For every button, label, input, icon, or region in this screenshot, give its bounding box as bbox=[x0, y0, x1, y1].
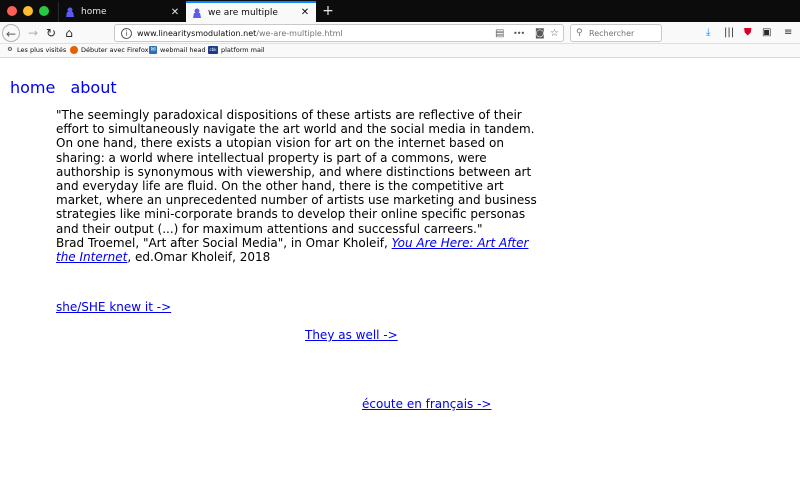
pocket-icon[interactable]: ◙ bbox=[535, 28, 545, 39]
book-title-link[interactable]: You Are Here: Art After the Internet bbox=[56, 235, 529, 265]
url-text[interactable] bbox=[137, 29, 343, 38]
extension-shield-icon[interactable]: ⛊ bbox=[744, 27, 752, 38]
search-icon: ⚲ bbox=[576, 28, 583, 38]
bookmark-most-visited[interactable] bbox=[6, 46, 66, 54]
tab-home[interactable] bbox=[58, 2, 186, 22]
nav-about-link[interactable]: about bbox=[70, 78, 117, 97]
back-button[interactable]: ← bbox=[2, 24, 20, 42]
navigation-toolbar bbox=[0, 22, 800, 44]
bookmark-getting-started[interactable] bbox=[70, 46, 149, 54]
address-bar[interactable] bbox=[114, 24, 564, 42]
they-as-well-link[interactable]: They as well -> bbox=[305, 328, 398, 342]
minimize-window-button[interactable] bbox=[23, 6, 33, 16]
sidebar-icon[interactable]: ▣ bbox=[762, 27, 772, 38]
firefox-icon bbox=[70, 46, 78, 54]
bookmark-label: Débuter avec Firefox bbox=[81, 46, 149, 54]
gear-icon: ⚙ bbox=[7, 46, 13, 53]
close-window-button[interactable] bbox=[7, 6, 17, 16]
bookmark-label: platform mail bbox=[221, 46, 265, 54]
she-knew-it-link[interactable]: she/SHE knew it -> bbox=[56, 300, 172, 314]
web-page bbox=[0, 58, 800, 492]
citation-prefix: Brad Troemel, "Art after Social Media", in Omar Kholeif, bbox=[56, 235, 392, 250]
tab-we-are-multiple[interactable] bbox=[186, 1, 316, 22]
bookmark-star-icon[interactable]: ☆ bbox=[550, 28, 559, 39]
menu-icon[interactable]: ≡ bbox=[784, 27, 793, 38]
site-nav bbox=[10, 78, 127, 97]
bookmark-webmail-head[interactable] bbox=[149, 46, 206, 54]
tab-close-icon[interactable]: ✕ bbox=[170, 6, 180, 18]
quote-block bbox=[56, 108, 544, 264]
library-icon[interactable]: ||| bbox=[724, 27, 735, 38]
new-tab-button[interactable]: + bbox=[322, 3, 334, 19]
forward-button[interactable]: → bbox=[27, 26, 39, 40]
url-host: www.linearitysmodulation.net bbox=[137, 29, 257, 38]
site-favicon-icon bbox=[192, 8, 202, 18]
downloads-icon[interactable]: ⤓ bbox=[706, 27, 711, 38]
bookmark-label: webmail head bbox=[160, 46, 206, 54]
tab-title: we are multiple bbox=[208, 7, 278, 18]
citation-suffix: , ed.Omar Kholeif, 2018 bbox=[127, 250, 271, 265]
search-bar[interactable] bbox=[570, 24, 662, 42]
site-favicon-icon bbox=[65, 7, 75, 17]
tab-close-icon[interactable]: ✕ bbox=[300, 7, 310, 18]
bookmark-label: Les plus visités bbox=[17, 46, 67, 54]
reader-view-icon[interactable]: ▤ bbox=[495, 28, 505, 39]
ecoute-en-francais-link[interactable]: écoute en français -> bbox=[362, 397, 492, 411]
citation bbox=[56, 236, 544, 264]
maximize-window-button[interactable] bbox=[39, 6, 49, 16]
url-path: /we-are-multiple.html bbox=[256, 29, 343, 38]
home-button[interactable]: ⌂ bbox=[65, 26, 73, 40]
nav-home-link[interactable]: home bbox=[10, 78, 56, 97]
bookmarks-toolbar bbox=[0, 44, 800, 58]
site-info-icon[interactable]: i bbox=[121, 28, 132, 39]
quote-text: "The seemingly paradoxical dispositions of these artists are reflective of their effort to simultaneously navigate the art world and the social media in tandem. On one hand, there exists a utopian vision for art on the internet based on sharing: a world where intellectual property is part of a commons, were authorship is synonymous with viewership, and where distinctions between art and everyday life are fluid. On the other hand, there is the competitive art market, where an unprecedented number of artists use marketing and business strategies like mini-corporate brands to develop their online specific personas and their output (...) for maximum attentions and successful carreers." bbox=[56, 108, 537, 236]
tab-title: home bbox=[81, 7, 107, 17]
page-actions-icon[interactable]: ••• bbox=[513, 29, 525, 38]
reload-button[interactable]: ↻ bbox=[45, 26, 57, 40]
search-placeholder: Rechercher bbox=[589, 29, 635, 38]
tab-strip bbox=[0, 0, 800, 22]
bookmark-platform-mail[interactable] bbox=[208, 46, 265, 54]
mail-icon: ✉ bbox=[150, 46, 156, 53]
cbk-icon: cbk bbox=[209, 47, 217, 52]
